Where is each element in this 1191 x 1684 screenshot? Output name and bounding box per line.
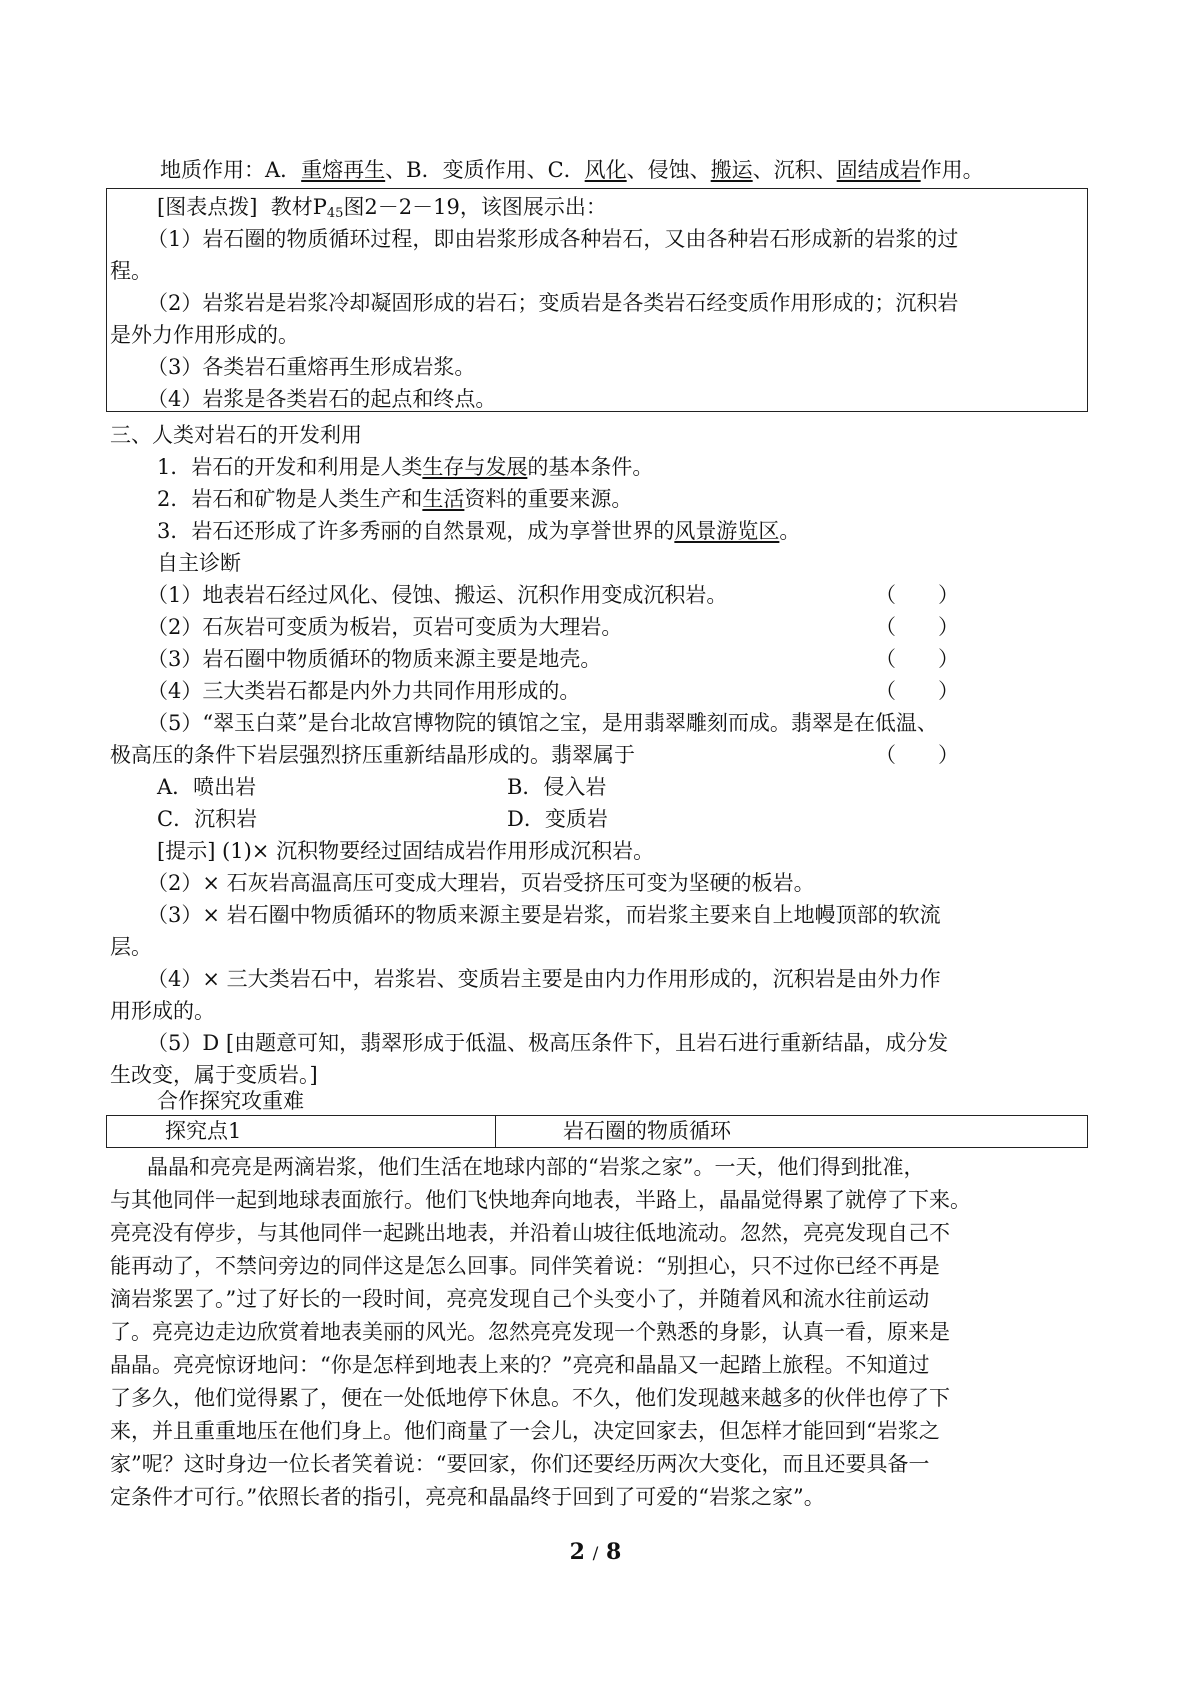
- chart-note-ref-post: 图2－2－19，该图展示出：: [343, 195, 607, 219]
- option-c: C．沉积岩: [157, 807, 258, 831]
- geo-weathering: 风化: [584, 158, 627, 182]
- section-3-item-3: [157, 516, 800, 546]
- geo-remelting: 重熔再生: [301, 158, 386, 182]
- diag-question-1: （1）地表岩石经过风化、侵蚀、搬运、沉积作用变成沉积岩。: [147, 583, 728, 607]
- diag-question-2: （2）石灰岩可变质为板岩，页岩可变质为大理岩。: [147, 615, 623, 639]
- story-line-5: 滴岩浆罢了。”过了好长的一段时间，亮亮发现自己个头变小了，并随着风和流水往前运动: [110, 1287, 930, 1311]
- story-line-11: 定条件才可行。”依照长者的指引，亮亮和晶晶终于回到了可爱的“岩浆之家”。: [110, 1485, 825, 1509]
- diag-answer-bracket-4: （ ）: [875, 679, 959, 703]
- item-3-pre: 3．岩石还形成了许多秀丽的自然景观，成为享誉世界的: [157, 519, 675, 543]
- self-diagnosis-title: 自主诊断: [157, 551, 241, 575]
- section-3-title: 三、人类对岩石的开发利用: [110, 423, 362, 447]
- item-2-pre: 2．岩石和矿物是人类生产和: [157, 487, 423, 511]
- diag-question-4: （4）三大类岩石都是内外力共同作用形成的。: [147, 679, 581, 703]
- geo-sep1: 、B．变质作用、C．: [385, 158, 585, 182]
- story-line-3: 亮亮没有停步，与其他同伴一起跳出地表，并沿着山坡往低地流动。忽然，亮亮发现自己不: [110, 1221, 950, 1245]
- hint-2: （2）× 石灰岩高温高压可变成大理岩，页岩受挤压可变为坚硬的板岩。: [147, 871, 815, 895]
- item-1-pre: 1．岩石的开发和利用是人类: [157, 455, 423, 479]
- hint-3b: 层。: [110, 935, 152, 959]
- story-line-6: 了。亮亮边走边欣赏着地表美丽的风光。忽然亮亮发现一个熟悉的身影，认真一看，原来是: [110, 1320, 950, 1344]
- section-3-item-1: [157, 452, 653, 482]
- chart-note-page-sub: 45: [326, 206, 344, 221]
- diag-answer-bracket-5: （ ）: [875, 743, 959, 767]
- hint-1: [提示] (1)× 沉积物要经过固结成岩作用形成沉积岩。: [157, 839, 655, 863]
- inquiry-table-divider: [495, 1116, 496, 1147]
- diag-answer-bracket-2: （ ）: [875, 615, 959, 639]
- item-3-post: 。: [779, 519, 801, 543]
- page-number: [0, 1537, 1191, 1569]
- chart-note-p4: （4）岩浆是各类岩石的起点和终点。: [147, 387, 497, 411]
- geo-sep2: 、侵蚀、: [626, 158, 711, 182]
- option-d: D．变质岩: [507, 807, 608, 831]
- chart-note-p2a: （2）岩浆岩是岩浆冷却凝固形成的岩石；变质岩是各类岩石经变质作用形成的；沉积岩: [147, 291, 959, 315]
- hint-4a: （4）× 三大类岩石中，岩浆岩、变质岩主要是由内力作用形成的，沉积岩是由外力作: [147, 967, 941, 991]
- item-1-underlined: 生存与发展: [422, 455, 528, 479]
- chart-note-p1b: 程。: [110, 259, 152, 283]
- chart-note-label: [图表点拨]: [157, 195, 258, 219]
- hint-3a: （3）× 岩石圈中物质循环的物质来源主要是岩浆，而岩浆主要来自上地幔顶部的软流: [147, 903, 941, 927]
- story-line-8: 了多久，他们觉得累了，便在一处低地停下休息。不久，他们发现越来越多的伙伴也停了下: [110, 1386, 950, 1410]
- item-2-underlined: 生活: [422, 487, 465, 511]
- diag-answer-bracket-3: （ ）: [875, 647, 959, 671]
- geo-suffix: 作用。: [920, 158, 984, 182]
- geo-prefix: 地质作用：A．: [160, 158, 302, 182]
- option-b: B．侵入岩: [507, 775, 607, 799]
- geo-lithification: 固结成岩: [836, 158, 921, 182]
- diag-question-5b: 极高压的条件下岩层强烈挤压重新结晶形成的。翡翠属于: [110, 743, 635, 767]
- inquiry-table: [106, 1115, 1088, 1148]
- item-2-post: 资料的重要来源。: [464, 487, 633, 511]
- geo-transport: 搬运: [710, 158, 753, 182]
- coop-title: 合作探究攻重难: [157, 1089, 304, 1113]
- geo-process-line: [160, 155, 984, 185]
- chart-note-p2b: 是外力作用形成的。: [110, 323, 299, 347]
- item-3-underlined: 风景游览区: [674, 519, 780, 543]
- inquiry-point-label: 探究点1: [165, 1119, 242, 1143]
- story-line-4: 能再动了，不禁问旁边的同伴这是怎么回事。同伴笑着说：“别担心，只不过你已经不再是: [110, 1254, 940, 1278]
- chart-note-p3: （3）各类岩石重熔再生形成岩浆。: [147, 355, 476, 379]
- diag-question-5a: （5）“翠玉白菜”是台北故宫博物院的镇馆之宝，是用翡翠雕刻而成。翡翠是在低温、: [147, 711, 938, 735]
- page-separator: /: [592, 1544, 599, 1564]
- hint-5b: 生改变，属于变质岩。]: [110, 1063, 318, 1087]
- item-1-post: 的基本条件。: [527, 455, 654, 479]
- story-line-10: 家”呢？这时身边一位长者笑着说：“要回家，你们还要经历两次大变化，而且还要具备一: [110, 1452, 930, 1476]
- diag-answer-bracket-1: （ ）: [875, 583, 959, 607]
- hint-5a: （5）D [由题意可知，翡翠形成于低温、极高压条件下，且岩石进行重新结晶，成分发: [147, 1031, 949, 1055]
- hint-4b: 用形成的。: [110, 999, 215, 1023]
- story-line-1: 晶晶和亮亮是两滴岩浆，他们生活在地球内部的“岩浆之家”。一天，他们得到批准，: [147, 1155, 925, 1179]
- chart-note-head: [157, 192, 607, 222]
- option-a: A．喷出岩: [157, 775, 257, 799]
- chart-note-ref: 教材P: [270, 195, 327, 219]
- story-line-2: 与其他同伴一起到地球表面旅行。他们飞快地奔向地表，半路上，晶晶觉得累了就停了下来。: [110, 1188, 971, 1212]
- page-total: 8: [606, 1539, 622, 1565]
- section-3-item-2: [157, 484, 632, 514]
- chart-note-p1a: （1）岩石圈的物质循环过程，即由岩浆形成各种岩石，又由各种岩石形成新的岩浆的过: [147, 227, 959, 251]
- page-current: 2: [569, 1539, 585, 1565]
- inquiry-point-topic: 岩石圈的物质循环: [563, 1119, 731, 1143]
- story-line-7: 晶晶。亮亮惊讶地问：“你是怎样到地表上来的？”亮亮和晶晶又一起踏上旅程。不知道过: [110, 1353, 930, 1377]
- story-line-9: 来，并且重重地压在他们身上。他们商量了一会儿，决定回家去，但怎样才能回到“岩浆之: [110, 1419, 940, 1443]
- diag-question-3: （3）岩石圈中物质循环的物质来源主要是地壳。: [147, 647, 602, 671]
- geo-sep3: 、沉积、: [752, 158, 837, 182]
